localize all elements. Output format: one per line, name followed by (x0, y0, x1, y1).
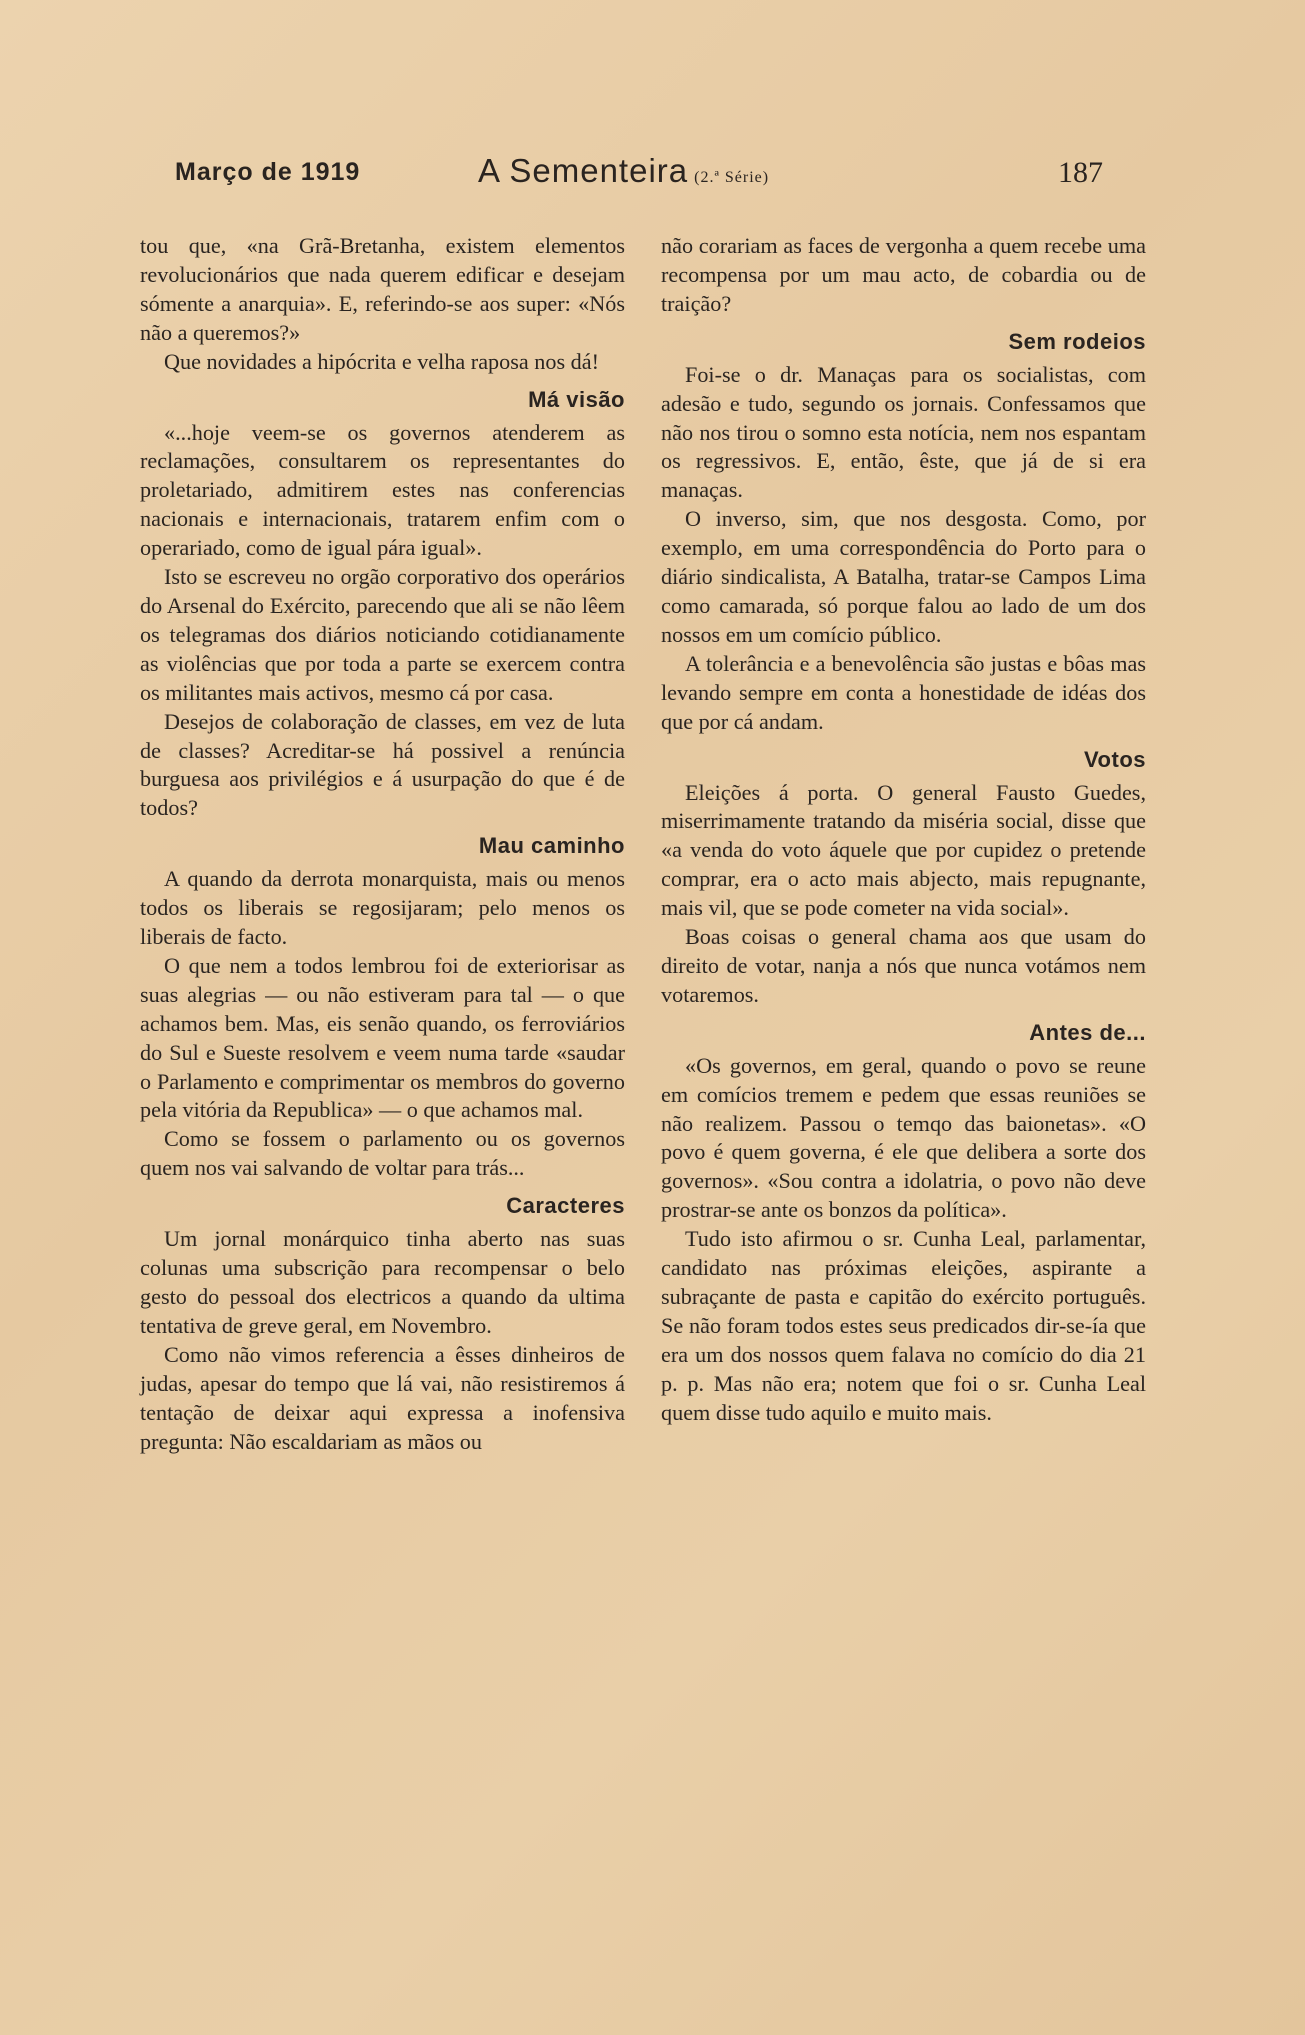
paragraph: não corariam as faces de vergonha a quem recebe uma recompensa por um mau acto, de cobardia ou de traição? (661, 233, 1146, 316)
paragraph: «...hoje veem-se os governos atenderem as reclamações, consultarem os representantes do proletariado, admitirem estes nas conferencias nacionais e internacionais, tratarem enfim com o operariado, como de igual pára igual». (140, 419, 625, 561)
section-heading-ma-visao: Má visão (528, 386, 625, 412)
paragraph: Isto se escreveu no orgão corporativo dos operários do Arsenal do Exército, parecendo que ali se não lêem os telegramas dos diários noticiando cotidianamente as violências que por toda a parte se exercem contra os militantes mais activos, mesmo cá por casa. (140, 564, 625, 705)
right-column (661, 232, 1146, 1428)
paragraph: Um jornal monárquico tinha aberto nas suas colunas uma subscrição para recompensar o belo gesto do pessoal dos electricos a quando da ultima tentativa de greve geral, em Novembro. (140, 1226, 625, 1338)
issue-date: Março de 1919 (175, 158, 361, 186)
paragraph: Foi-se o dr. Manaças para os socialistas, com adesão e tudo, segundo os jornais. Confessamos que não nos tirou o somno esta notícia, nem nos espantam os regressivos. E, então, êste, que já de si era manaças. (661, 361, 1146, 503)
paragraph: A tolerância e a benevolência são justas e bôas mas levando sempre em conta a honestidade de idéas dos que por cá andam. (661, 650, 1146, 734)
paragraph: Eleições á porta. O general Fausto Guedes, miserrimamente tratando da miséria social, disse que «a venda do voto áquele que por cupidez o pretende comprar, era o acto mais abjecto, mais repugnante, mais vil, que se pode cometer na vida social». (661, 779, 1146, 921)
page-header (0, 150, 1305, 200)
paragraph: O inverso, sim, que nos desgosta. Como, por exemplo, em uma correspondência do Porto para o diário sindicalista, A Batalha, tratar-se Campos Lima como camarada, só porque falou ao lado de um dos nossos em um comício público. (661, 506, 1146, 647)
paragraph: Tudo isto afirmou o sr. Cunha Leal, parlamentar, candidato nas próximas eleições, aspirante a subraçante de pasta e capitão do exército português. Se não foram todos estes seus predicados dir-se-ía que era um dos nossos quem falava no comício do dia 21 p. p. Mas não era; notem que foi o sr. Cunha Leal quem disse tudo aquilo e muito mais. (661, 1226, 1146, 1425)
paragraph: Que novidades a hipócrita e velha raposa nos dá! (164, 348, 599, 374)
paragraph: O que nem a todos lembrou foi de exteriorisar as suas alegrias — ou não estiveram para tal — o que achamos bem. Mas, eis senão quando, os ferroviários do Sul e Sueste resolvem e veem numa tarde «saudar o Parlamento e comprimentar os membros do governo pela vitória da Republica» — o que achamos mal. (140, 952, 625, 1123)
section-heading-votos: Votos (1084, 746, 1146, 772)
title-text: A Sementeira (478, 152, 689, 189)
paragraph: Desejos de colaboração de classes, em vez de luta de classes? Acreditar-se há possivel a renúncia burguesa aos privilégios e á usurpação do que é de todos? (140, 708, 625, 821)
paragraph: Como não vimos referencia a êsses dinheiros de judas, apesar do tempo que lá vai, não resistiremos á tentação de deixar aqui expressa a inofensiva pregunta: Não escaldariam as mãos ou (140, 1341, 625, 1454)
publication-title (478, 152, 769, 190)
page-number: 187 (1058, 156, 1103, 189)
section-heading-sem-rodeios: Sem rodeios (1008, 328, 1146, 354)
paragraph: Como se fossem o parlamento ou os governos quem nos vai salvando de voltar para trás... (140, 1126, 625, 1181)
section-heading-antes-de: Antes de... (1029, 1019, 1146, 1045)
section-heading-caracteres: Caracteres (506, 1193, 625, 1219)
paragraph: «Os governos, em geral, quando o povo se reune em comícios tremem e pedem que essas reuniões se não realizem. Passou o temqo das baionetas». «O povo é quem governa, é ele que delibera a sorte dos governos». «Sou contra a idolatria, o povo não deve prostrar-se ante os bonzos da política». (661, 1052, 1146, 1223)
paragraph: tou que, «na Grã-Bretanha, existem elementos revolucionários que nada querem edificar e desejam sómente a anarquia». E, referindo-se aos super: «Nós não a queremos?» (140, 233, 625, 345)
paragraph: A quando da derrota monarquista, mais ou menos todos os liberais se regosijaram; pelo menos os liberais de facto. (140, 866, 625, 950)
section-heading-mau-caminho: Mau caminho (478, 833, 625, 859)
paragraph: Boas coisas o general chama aos que usam do direito de votar, nanja a nós que nunca votámos nem votaremos. (661, 924, 1146, 1007)
series-label: (2.ª Série) (694, 169, 770, 186)
left-column (140, 232, 625, 1456)
